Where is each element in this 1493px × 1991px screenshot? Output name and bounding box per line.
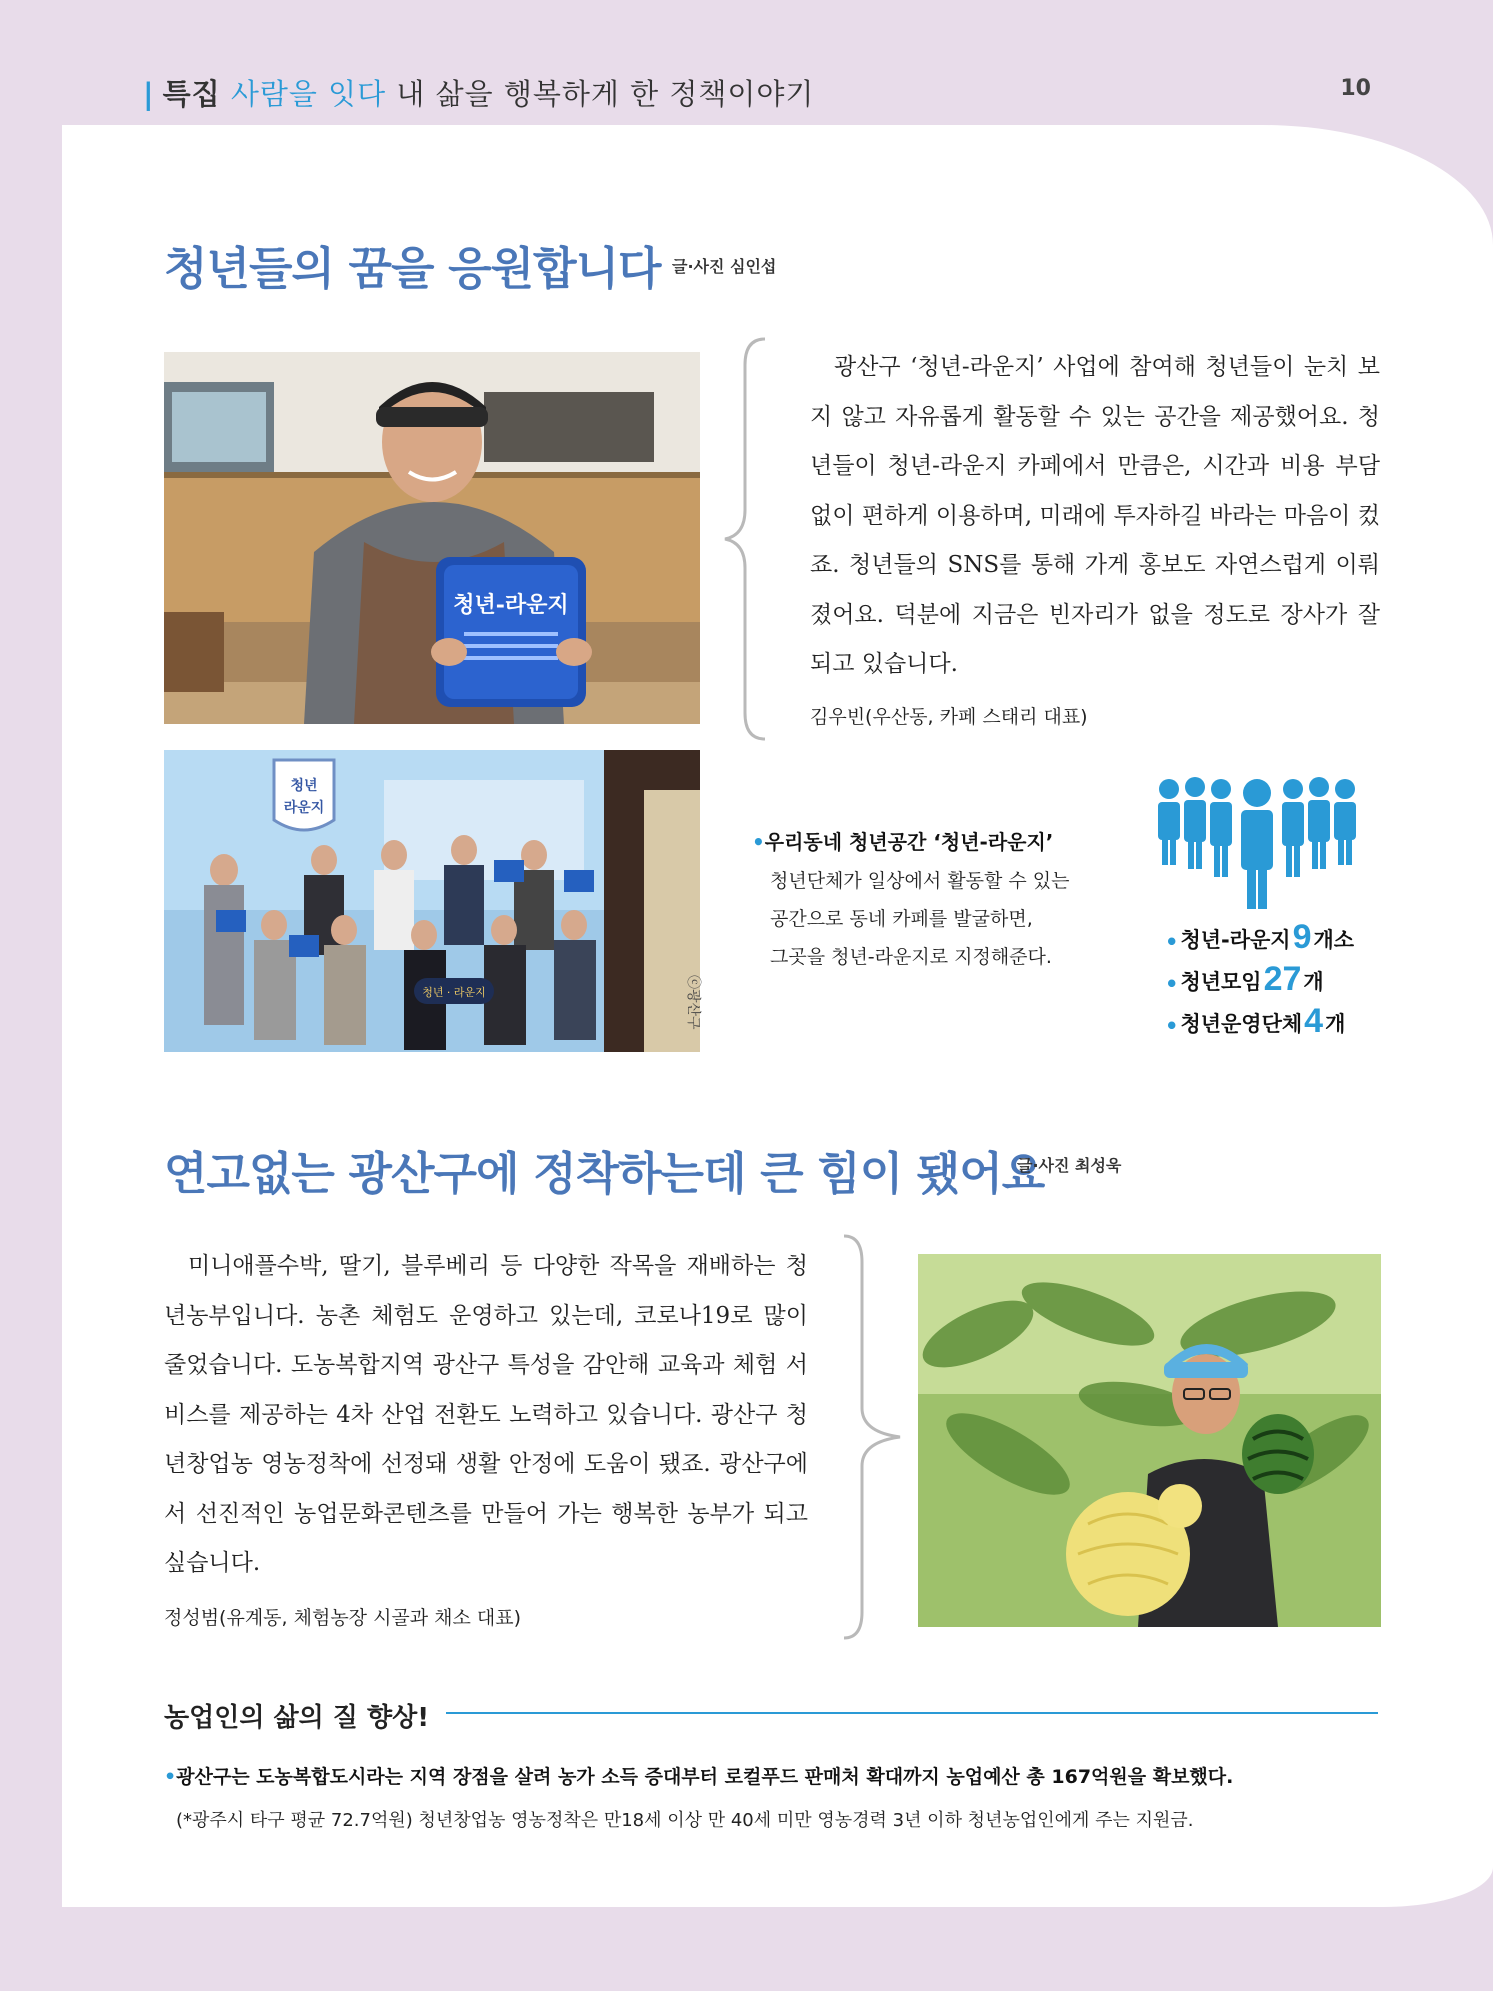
stat-label: 청년-라운지	[1180, 928, 1291, 952]
group-photo-illustration	[164, 750, 700, 1052]
section3-line1	[164, 1762, 1233, 1789]
bullet-dot: •	[1165, 930, 1179, 954]
header-rest: 내 삶을 행복하게 한 정책이야기	[396, 77, 815, 111]
people-group-icon	[1155, 777, 1360, 912]
photo2-sign-top: 청년	[290, 778, 318, 794]
photo1-sign-text: 청년-라운지	[453, 592, 569, 618]
page-number: 10	[1340, 76, 1371, 101]
farmer-illustration	[918, 1254, 1381, 1627]
stat-value: 4	[1304, 1002, 1324, 1040]
photo-group	[164, 750, 700, 1052]
section2-title: 연고없는 광산구에 정착하는데 큰 힘이 됐어요	[164, 1147, 1045, 1200]
bullet-dot: •	[1165, 972, 1179, 996]
stat-lounges	[1165, 912, 1354, 954]
stat-unit: 개	[1325, 1012, 1346, 1036]
photo-farmer	[918, 1254, 1381, 1627]
section3-divider	[446, 1712, 1378, 1714]
cafe-owner-illustration	[164, 352, 700, 724]
stat-value: 27	[1263, 960, 1302, 998]
stat-unit: 개소	[1313, 928, 1355, 952]
section1-quote: 광산구 ‘청년-라운지’ 사업에 참여해 청년들이 눈치 보지 않고 자유롭게 활동할 수 있는 공간을 제공했어요. 청년들이 청년-라운지 카페에서 만큼은, 시간과 비용 부담 없이 편하게 이용하며, 미래에 투자하길 바라는 마음이 컸죠. 청년들의 SNS를 통해 가게 홍보도 자연스럽게 이뤄졌어요. 덕분에 지금은 빈자리가 없을 정도로 장사가 잘 되고 있습니다.	[810, 354, 1380, 677]
photo-copyright: ⓒ광산구	[685, 975, 701, 1030]
stat-groups	[1165, 954, 1354, 996]
stat-label: 청년모임	[1180, 970, 1262, 994]
lounge-bullet-line: 공간으로 동네 카페를 발굴하면,	[770, 908, 1033, 930]
stat-orgs	[1165, 996, 1354, 1038]
stat-value: 9	[1292, 918, 1312, 956]
header-category: 특집	[162, 77, 221, 111]
running-header	[143, 72, 814, 113]
stat-label: 청년운영단체	[1180, 1012, 1303, 1036]
bullet-dot: •	[752, 830, 765, 854]
bullet-dot: •	[164, 1766, 177, 1788]
lounge-bullet-line: 그곳을 청년-라운지로 지정해준다.	[770, 946, 1052, 968]
header-highlight: 사람을 잇다	[230, 77, 387, 111]
lounge-bullet-title	[752, 826, 1053, 855]
bullet-dot: •	[1165, 1014, 1179, 1038]
section1-credit: 글·사진 심인섭	[672, 257, 777, 276]
quote-brace-right	[810, 1232, 905, 1642]
quote-brace-left	[720, 335, 770, 743]
header-bar: |	[143, 77, 155, 111]
section1-signature: 김우빈(우산동, 카페 스태리 대표)	[810, 706, 1088, 728]
lounge-bullet-body	[770, 862, 1069, 976]
section3-title: 농업인의 삶의 질 향상!	[164, 1703, 430, 1733]
photo-cafe-owner	[164, 352, 700, 724]
lounge-bullet-title-text: 우리동네 청년공간 ‘청년-라운지’	[764, 830, 1054, 854]
lounge-bullet-line: 청년단체가 일상에서 활동할 수 있는	[770, 870, 1070, 892]
stats-list	[1165, 912, 1354, 1038]
section2-quote: 미니애플수박, 딸기, 블루베리 등 다양한 작목을 재배하는 청년농부입니다. 농촌 체험도 운영하고 있는데, 코로나19로 많이 줄었습니다. 도농복합지역 광산구 특성을 감안해 교육과 체험 서비스를 제공하는 4차 산업 전환도 노력하고 있습니다. 광산구 청년창업농 영농정착에 선정돼 생활 안정에 도움이 됐죠. 광산구에서 선진적인 농업문화콘텐츠를 만들어 가는 행복한 농부가 되고 싶습니다.	[164, 1253, 809, 1576]
section3-line2: (*광주시 타구 평균 72.7억원) 청년창업농 영농정착은 만18세 이상 만 40세 미만 영농경력 3년 이하 청년농업인에게 주는 지원금.	[176, 1810, 1194, 1831]
photo2-banner: 청년 · 라운지	[422, 986, 486, 999]
photo2-sign-bottom: 라운지	[283, 800, 325, 816]
stat-unit: 개	[1303, 970, 1324, 994]
section3-line1-text: 광산구는 도농복합도시라는 지역 장점을 살려 농가 소득 증대부터 로컬푸드 판매처 확대까지 농업예산 총 167억원을 확보했다.	[176, 1766, 1234, 1788]
section2-credit: 글·사진 최성욱	[1017, 1156, 1122, 1175]
section1-title: 청년들의 꿈을 응원합니다	[164, 242, 661, 295]
section2-signature: 정성범(유계동, 체험농장 시골과 채소 대표)	[164, 1607, 522, 1629]
